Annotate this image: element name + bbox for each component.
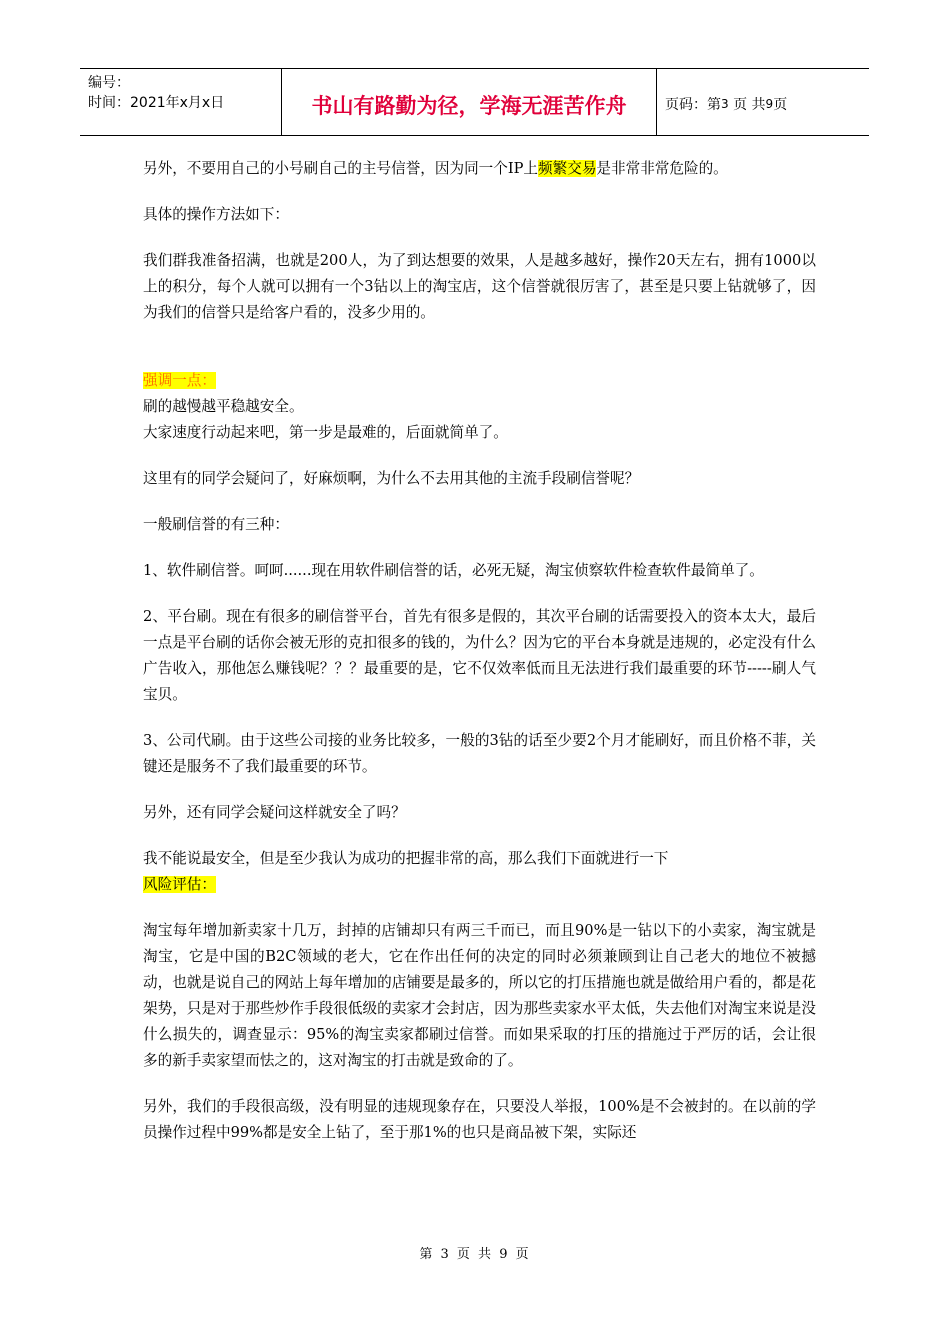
page-suffix: 页	[773, 97, 788, 113]
doc-number-label: 编号：	[88, 75, 130, 91]
paragraph: 大家速度行动起来吧，第一步是最难的，后面就简单了。	[143, 424, 508, 441]
paragraph: 另外，我们的手段很高级，没有明显的违规现象存在，只要没人举报，100%是不会被封的。在以前的学员操作过程中99%都是安全上钻了，至于那1%的也只是商品被下架，实际还	[143, 1098, 816, 1141]
page-label: 页码：第	[665, 97, 721, 113]
emphasis-label: 强调一点：	[143, 372, 216, 389]
page-mid: 页 共	[733, 97, 766, 113]
page-total: 9	[765, 97, 774, 111]
paragraph: 具体的操作方法如下：	[143, 206, 289, 223]
highlight-text: 风险评估：	[143, 876, 216, 893]
page-current: 3	[721, 97, 729, 111]
paragraph	[143, 872, 816, 898]
paragraph: 我不能说最安全，但是至少我认为成功的把握非常的高，那么我们下面就进行一下	[143, 850, 669, 867]
paragraph: 另外，不要用自己的小号刷自己的主号信誉，因为同一个IP上频繁交易是非常非常危险的。	[143, 160, 728, 177]
document-body	[143, 156, 816, 1146]
paragraph: 淘宝每年增加新卖家十几万，封掉的店铺却只有两三千而已，而且90%是一钻以下的小卖家，淘宝就是淘宝，它是中国的B2C领域的老大，它在作出任何的决定的同时必须兼顾到让自己老大的地位不被撼动，也就是说自己的网站上每年增加的店铺要是最多的，所以它的打压措施也就是做给用户看的，都是花架势，只是对于那些炒作手段很低级的卖家才会封店，因为那些卖家水平太低，失去他们对淘宝来说是没什么损失的，调查显示：95%的淘宝卖家都刷过信誉。而如果采取的打压的措施过于严厉的话，会让很多的新手卖家望而怯之的，这对淘宝的打击就是致命的了。	[143, 922, 816, 1069]
paragraph: 2、平台刷。现在有很多的刷信誉平台，首先有很多是假的，其次平台刷的话需要投入的资本太大，最后一点是平台刷的话你会被无形的克扣很多的钱的，为什么？因为它的平台本身就是违规的，必定没有什么广告收入，那他怎么赚钱呢？？？最重要的是，它不仅效率低而且无法进行我们最重要的环节-----刷人气宝贝。	[143, 608, 816, 703]
page-header	[80, 68, 869, 136]
paragraph: 3、公司代刷。由于这些公司接的业务比较多，一般的3钻的话至少要2个月才能刷好，而且价格不菲，关键还是服务不了我们最重要的环节。	[143, 732, 816, 775]
emphasis-heading	[143, 368, 816, 394]
header-meta	[80, 69, 282, 135]
paragraph: 1、软件刷信誉。呵呵......现在用软件刷信誉的话，必死无疑，淘宝侦察软件检查软件最简单了。	[143, 562, 764, 579]
paragraph: 这里有的同学会疑问了，好麻烦啊，为什么不去用其他的主流手段刷信誉呢？	[143, 470, 640, 487]
doc-date-label: 时间：2021年x月x日	[88, 95, 225, 111]
paragraph: 刷的越慢越平稳越安全。	[143, 398, 304, 415]
highlight-text: 频繁交易	[538, 160, 597, 177]
page-footer: 第 3 页 共 9 页	[419, 1247, 531, 1262]
paragraph: 另外，还有同学会疑问这样就安全了吗？	[143, 804, 406, 821]
header-motto: 书山有路勤为径，学海无涯苦作舟	[282, 69, 657, 135]
paragraph: 一般刷信誉的有三种：	[143, 516, 289, 533]
header-page-info	[657, 69, 869, 135]
paragraph: 我们群我准备招满，也就是200人，为了到达想要的效果，人是越多越好，操作20天左右，拥有1000以上的积分，每个人就可以拥有一个3钻以上的淘宝店，这个信誉就很厉害了，甚至是只要上钻就够了，因为我们的信誉只是给客户看的，没多少用的。	[143, 252, 816, 321]
